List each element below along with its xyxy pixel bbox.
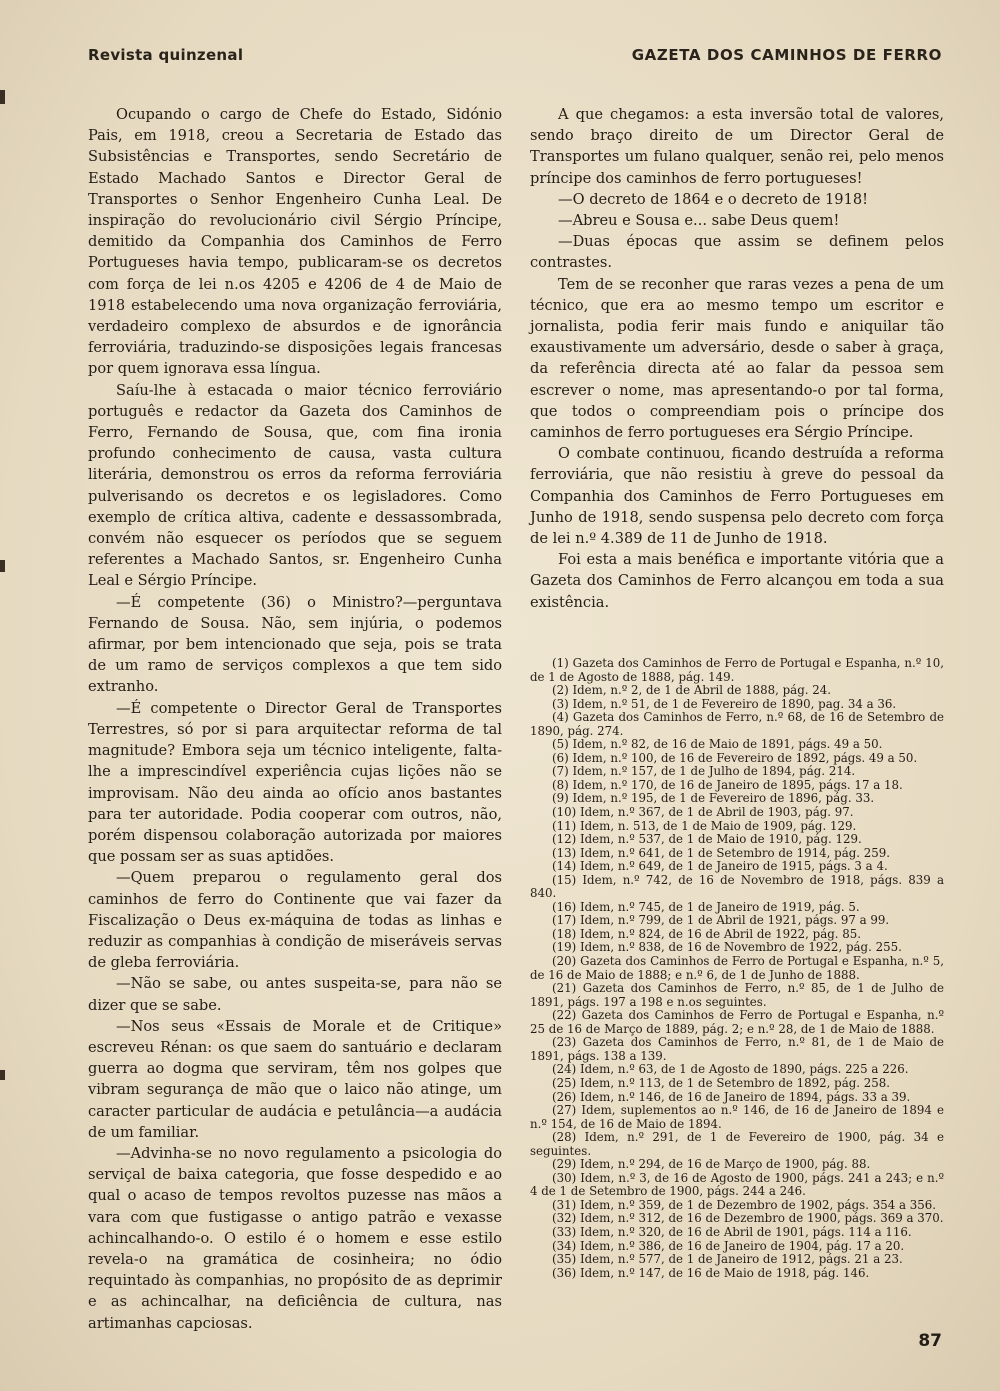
- paragraph: —É competente o Director Geral de Transportes Terrestres, só por si para arquitectar reforma de tal magnitude? Embora seja um técnico inteligente, falta-lhe a imprescindível experiência cujas lições não se improvisam. Não deu ainda ao ofício anos bastantes para ter autoridade. Podia cooperar com outros, não, porém dispensou colaboração autorizada por maiores que possam ser as suas aptidões.: [88, 699, 502, 866]
- footnote: [530, 698, 944, 712]
- footnote-text: Idem, n.º 577, de 1 de Janeiro de 1912, págs. 21 a 23.: [579, 1252, 903, 1267]
- footnote: [530, 752, 944, 766]
- paragraph: —O decreto de 1864 e o decreto de 1918!: [558, 190, 869, 208]
- paragraph: —Não se sabe, ou antes suspeita-se, para não se dizer que se sabe.: [88, 975, 502, 1014]
- footnote-text: Idem, n.º 195, de 1 de Fevereiro de 1896, pág. 33.: [572, 791, 875, 806]
- footnote-text: Idem, n.º 320, de 16 de Abril de 1901, págs. 114 a 116.: [579, 1224, 912, 1239]
- footnote-text: Gazeta dos Caminhos de Ferro de Portugal e Espanha, n.º 10, de 1 de Agosto de 1888, pág. 149.: [530, 656, 944, 684]
- footnote: [530, 1036, 944, 1063]
- footnote: [530, 955, 944, 982]
- footnote-number: (5): [552, 737, 569, 752]
- footnote-number: (13): [552, 845, 577, 860]
- footnote-number: (1): [552, 656, 569, 670]
- footnote: [530, 928, 944, 942]
- footnote: [530, 684, 944, 698]
- footnote-number: (12): [552, 832, 577, 847]
- footnote: [530, 1212, 944, 1226]
- footnote: [530, 1199, 944, 1213]
- page-edge-mark: [0, 1070, 5, 1080]
- paragraph: —Quem preparou o regulamento geral dos caminhos de ferro do Continente que vai fazer da Fiscalização o Deus ex-máquina de todas as linhas e reduzir as companhias à condição de miseráveis servas de gleba ferroviária.: [88, 869, 502, 972]
- footnote-text: Idem, n.º 294, de 16 de Março de 1900, pág. 88.: [579, 1157, 871, 1172]
- page-number: 87: [918, 1331, 942, 1351]
- footnote: [530, 860, 944, 874]
- footnote-text: Idem, n.º 113, de 1 de Setembro de 1892, pág. 258.: [579, 1075, 891, 1090]
- footnote: [530, 941, 944, 955]
- footnote-text: Idem, n.º 2, de 1 de Abril de 1888, pág. 24.: [572, 683, 832, 698]
- footnote: [530, 833, 944, 847]
- page-edge-mark: [0, 560, 5, 572]
- footnote-number: (33): [552, 1224, 577, 1239]
- footnote-text: Idem, n.º 649, de 1 de Janeiro de 1915, págs. 3 a 4.: [579, 859, 888, 874]
- footnote-text: Gazeta dos Caminhos de Ferro, n.º 85, de 1 de Julho de 1891, págs. 197 a 198 e n.os seguintes.: [530, 981, 945, 1009]
- footnote-number: (8): [552, 777, 569, 792]
- footnote-text: Idem, n.º 312, de 16 de Dezembro de 1900, págs. 369 a 370.: [579, 1211, 944, 1226]
- footnote-text: Idem, n.º 147, de 16 de Maio de 1918, pág. 146.: [579, 1265, 870, 1280]
- left-column: [88, 104, 502, 1334]
- footnote: [530, 1267, 944, 1281]
- footnote-number: (2): [552, 683, 569, 698]
- footnote-number: (22): [552, 1008, 577, 1023]
- footnote-text: Idem, n.º 799, de 1 de Abril de 1921, págs. 97 a 99.: [579, 913, 890, 928]
- paragraph: O combate continuou, ficando destruída a reforma ferroviária, que não resistiu à greve do pessoal da Companhia dos Caminhos de Ferro Portugueses em Junho de 1918, sendo suspensa pelo decreto com força de lei n.º 4.389 de 11 de Junho de 1918.: [530, 445, 944, 548]
- footnote-text: Idem, n.º 742, de 16 de Novembro de 1918, págs. 839 a 840.: [530, 872, 944, 901]
- footnote: [530, 901, 944, 915]
- footnote: [530, 779, 944, 793]
- footnote-number: (23): [552, 1035, 577, 1050]
- footnote-text: Idem, n.º 641, de 1 de Setembro de 1914, pág. 259.: [579, 845, 891, 860]
- footnote-text: Idem, n.º 3, de 16 de Agosto de 1900, págs. 241 a 243; e n.º 4 de 1 de Setembro de 1900, págs. 244 a 246.: [530, 1170, 944, 1199]
- footnote-text: Gazeta dos Caminhos de Ferro de Portugal e Espanha, n.º 5, de 16 de Maio de 1888; e n.º 6, de 1 de Junho de 1888.: [530, 954, 945, 982]
- footnote: [530, 982, 944, 1009]
- footnote: [530, 1104, 944, 1131]
- footnote-text: Idem, n.º 367, de 1 de Abril de 1903, pág. 97.: [579, 805, 854, 820]
- footnotes: [530, 657, 944, 1280]
- footnote-number: (27): [552, 1103, 577, 1118]
- footnote-number: (21): [552, 981, 577, 996]
- footnote-number: (14): [552, 859, 577, 874]
- footnote-text: Idem, n.º 51, de 1 de Fevereiro de 1890, pag. 34 a 36.: [572, 696, 897, 711]
- footnote-text: Idem, n.º 745, de 1 de Janeiro de 1919, pág. 5.: [579, 899, 860, 914]
- footnote-number: (9): [552, 791, 569, 806]
- footnote-number: (7): [552, 764, 569, 779]
- footnote: [530, 874, 944, 901]
- running-header-left: Revista quinzenal: [88, 46, 244, 64]
- footnote-number: (28): [552, 1130, 577, 1145]
- footnote-number: (6): [552, 750, 569, 765]
- footnote-number: (11): [552, 818, 577, 833]
- footnote-number: (18): [552, 926, 577, 941]
- footnote-text: Idem, n.º 63, de 1 de Agosto de 1890, págs. 225 a 226.: [579, 1062, 909, 1077]
- footnote: [530, 847, 944, 861]
- paragraph: —Nos seus «Essais de Morale et de Critique» escreveu Rénan: os que saem do santuário e declaram guerra ao dogma que serviram, têm nos golpes que vibram segurança de mão que o laico não atinge, um caracter particular de audácia e petulância—a audácia de um familiar.: [88, 1017, 502, 1141]
- paragraph: Foi esta a mais benéfica e importante vitória que a Gazeta dos Caminhos de Ferro alcançou em toda a sua existência.: [530, 551, 944, 611]
- footnote-number: (29): [552, 1157, 577, 1172]
- footnote-number: (34): [552, 1238, 577, 1253]
- footnote-number: (16): [552, 899, 577, 914]
- footnote: [530, 792, 944, 806]
- footnote-text: Idem, n.º 82, de 16 de Maio de 1891, págs. 49 a 50.: [572, 737, 883, 752]
- footnote-number: (26): [552, 1089, 577, 1104]
- footnote-text: Idem, n. 513, de 1 de Maio de 1909, pág. 129.: [579, 818, 857, 833]
- footnote: [530, 1226, 944, 1240]
- footnote-text: Idem, n.º 359, de 1 de Dezembro de 1902, págs. 354 a 356.: [579, 1197, 937, 1212]
- footnote-text: Idem, n.º 824, de 16 de Abril de 1922, pág. 85.: [579, 926, 862, 941]
- footnote: [530, 1172, 944, 1199]
- footnote: [530, 765, 944, 779]
- footnote-text: Gazeta dos Caminhos de Ferro de Portugal e Espanha, n.º 25 de 16 de Março de 1889, pág. 2; e n.º 28, de 1 de Maio de 1888.: [530, 1008, 944, 1036]
- footnote-number: (15): [552, 872, 577, 887]
- footnote-text: Idem, n.º 838, de 16 de Novembro de 1922, pág. 255.: [579, 940, 902, 955]
- footnote-number: (35): [552, 1252, 577, 1267]
- footnote-text: Idem, n.º 146, de 16 de Janeiro de 1894, págs. 33 a 39.: [579, 1089, 911, 1104]
- footnote-number: (36): [552, 1265, 577, 1280]
- footnote: [530, 1077, 944, 1091]
- footnote-text: Idem, suplementos ao n.º 146, de 16 de Janeiro de 1894 e n.º 154, de 16 de Maio de 1894.: [530, 1103, 945, 1131]
- footnote-number: (30): [552, 1170, 577, 1185]
- footnote-number: (17): [552, 913, 577, 928]
- paragraph: Tem de se reconher que raras vezes a pena de um técnico, que era ao mesmo tempo um escritor e jornalista, podia ferir mais fundo e aniquilar tão exaustivamente um adversário, desde o saber à graça, da referência directa até ao falar da pessoa sem escrever o nome, mas apresentando-o por tal forma, que todos o compreendiam pois o príncipe dos caminhos de ferro portugueses era Sérgio Príncipe.: [530, 275, 944, 442]
- footnote: [530, 1240, 944, 1254]
- footnote: [530, 1158, 944, 1172]
- footnote-text: Idem, n.º 157, de 1 de Julho de 1894, pág. 214.: [572, 764, 856, 779]
- paragraph: Ocupando o cargo de Chefe do Estado, Sidónio Pais, em 1918, creou a Secretaria de Estado das Subsistências e Transportes, sendo Secretário de Estado Machado Santos e Director Geral de Transportes o Senhor Engenheiro Cunha Leal. De inspiração do revolucionário civil Sérgio Príncipe, demitido da Companhia dos Caminhos de Ferro Portugueses havia tempo, publicaram-se os decretos com força de lei n.os 4205 e 4206 de 4 de Maio de 1918 estabelecendo uma nova organização ferroviária, verdadeiro complexo de absurdos e de ignorância ferroviária, traduzindo-se disposições legais francesas por quem ignorava essa língua.: [88, 106, 502, 378]
- footnote: [530, 711, 944, 738]
- footnote-text: Gazeta dos Caminhos de Ferro, n.º 68, de 16 de Setembro de 1890, pág. 274.: [530, 710, 944, 738]
- footnote: [530, 738, 944, 752]
- footnote: [530, 914, 944, 928]
- footnote-text: Idem, n.º 537, de 1 de Maio de 1910, pág. 129.: [579, 832, 862, 847]
- footnote-number: (3): [552, 696, 569, 711]
- footnote: [530, 806, 944, 820]
- paragraph: —Advinha-se no novo regulamento a psicologia do serviçal de baixa categoria, que fosse despedido e ao qual o acaso de tempos revoltos puzesse nas mãos a vara com que fustigasse o antigo patrão e vexasse achincalhando-o. O estilo é o homem e esse estilo revela-o na gramática de cosinheira; no ódio requintado às companhias, no propósito de as deprimir e as achincalhar, na deficiência de cultura, nas artimanhas capciosas.: [88, 1144, 502, 1332]
- footnote: [530, 1091, 944, 1105]
- footnote-text: Idem, n.º 170, de 16 de Janeiro de 1895, págs. 17 a 18.: [572, 777, 903, 792]
- footnote-text: Gazeta dos Caminhos de Ferro, n.º 81, de 1 de Maio de 1891, págs. 138 a 139.: [530, 1035, 945, 1063]
- footnote-text: Idem, n.º 291, de 1 de Fevereiro de 1900, pág. 34 e seguintes.: [530, 1130, 944, 1158]
- footnote-number: (24): [552, 1062, 577, 1077]
- footnote-number: (25): [552, 1075, 577, 1090]
- footnote: [530, 1131, 944, 1158]
- footnote-number: (19): [552, 940, 577, 955]
- footnote: [530, 1063, 944, 1077]
- paragraph: —É competente (36) o Ministro?—perguntava Fernando de Sousa. Não, sem injúria, o podemos afirmar, por bem intencionado que seja, pois se trata de um ramo de serviços complexos a que tem sido extranho.: [88, 593, 502, 696]
- paragraph: —Duas épocas que assim se definem pelos contrastes.: [530, 233, 944, 272]
- footnote-text: Idem, n.º 100, de 16 de Fevereiro de 1892, págs. 49 a 50.: [572, 750, 918, 765]
- footnote: [530, 1253, 944, 1267]
- footnote-number: (31): [552, 1197, 577, 1212]
- footnote: [530, 657, 944, 684]
- footnote-number: (4): [552, 710, 569, 725]
- footnote: [530, 1009, 944, 1036]
- footnote-number: (10): [552, 805, 577, 820]
- page-edge-mark: [0, 90, 5, 104]
- paragraph: A que chegamos: a esta inversão total de valores, sendo braço direito de um Director Geral de Transportes um fulano qualquer, senão rei, pelo menos príncipe dos caminhos de ferro portugueses!: [530, 106, 944, 187]
- running-header-right: GAZETA DOS CAMINHOS DE FERRO: [631, 46, 942, 64]
- paragraph: Saíu-lhe à estacada o maior técnico ferroviário português e redactor da Gazeta dos Caminhos de Ferro, Fernando de Sousa, que, com fina ironia profundo conhecimento de causa, vasta cultura literária, demonstrou os erros da reforma ferroviária pulverisando os decretos e os legisladores. Como exemplo de crítica altiva, cadente e dessassombrada, convém não esquecer os períodos que se seguem referentes a Machado Santos, sr. Engenheiro Cunha Leal e Sérgio Príncipe.: [88, 381, 502, 590]
- right-column: [530, 104, 944, 613]
- footnote: [530, 820, 944, 834]
- paragraph: —Abreu e Sousa e... sabe Deus quem!: [558, 212, 840, 230]
- footnote-number: (20): [552, 954, 577, 969]
- footnote-text: Idem, n.º 386, de 16 de Janeiro de 1904, pág. 17 a 20.: [579, 1238, 905, 1253]
- footnote-number: (32): [552, 1211, 577, 1226]
